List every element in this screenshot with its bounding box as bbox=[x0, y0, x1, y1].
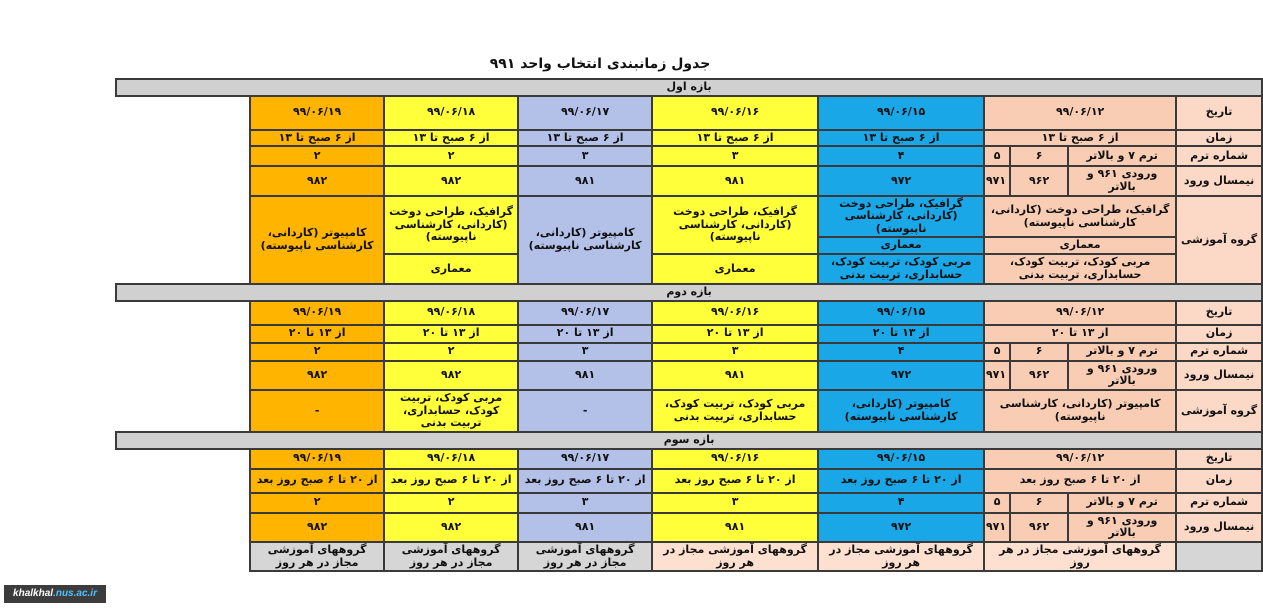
term-cell: ۵ bbox=[984, 343, 1010, 361]
group-cell: گروههای آموزشی مجاز در هر روز bbox=[518, 542, 652, 571]
group-cell: کامپیوتر (کاردانی، کارشناسی ناپیوسته) bbox=[984, 390, 1176, 432]
term-cell: ۲ bbox=[384, 343, 518, 361]
row-label-entry: نیمسال ورود bbox=[1176, 361, 1262, 390]
entry-cell: ورودی ۹۶۱ و بالاتر bbox=[1068, 166, 1176, 195]
group-cell: گرافیک، طراحی دوخت (کاردانی، کارشناسی ناپیوسته) bbox=[984, 196, 1176, 238]
date-cell: ۹۹/۰۶/۱۷ bbox=[518, 301, 652, 325]
entry-cell: ۹۶۲ bbox=[1010, 361, 1068, 390]
term-cell: ۶ bbox=[1010, 493, 1068, 513]
entry-cell: ۹۸۲ bbox=[384, 361, 518, 390]
entry-cell: ۹۸۱ bbox=[652, 361, 818, 390]
group-cell: معماری bbox=[384, 254, 518, 284]
entry-cell: ۹۸۲ bbox=[250, 166, 384, 195]
group-cell: - bbox=[250, 390, 384, 432]
group-cell: گروههای آموزشی مجاز در هر روز bbox=[818, 542, 984, 571]
group-cell: کامپیوتر (کاردانی، کارشناسی ناپیوسته) bbox=[250, 196, 384, 285]
schedule-table bbox=[115, 78, 1263, 572]
group-cell: گرافیک، طراحی دوخت (کاردانی، کارشناسی ناپیوسته) bbox=[652, 196, 818, 255]
time-cell: از ۶ صبح تا ۱۳ bbox=[984, 130, 1176, 147]
entry-cell: ۹۶۲ bbox=[1010, 513, 1068, 542]
term-cell: ترم ۷ و بالاتر bbox=[1068, 343, 1176, 361]
group-cell: معماری bbox=[984, 237, 1176, 254]
entry-cell: ۹۸۱ bbox=[518, 361, 652, 390]
time-cell: از ۶ صبح تا ۱۳ bbox=[384, 130, 518, 147]
term-cell: ۳ bbox=[652, 343, 818, 361]
time-cell: از ۱۳ تا ۲۰ bbox=[518, 325, 652, 343]
period-3-header: بازه سوم bbox=[116, 432, 1262, 449]
date-cell: ۹۹/۰۶/۱۸ bbox=[384, 449, 518, 469]
group-cell: گروههای آموزشی مجاز در هر روز bbox=[984, 542, 1176, 571]
site-watermark bbox=[4, 585, 106, 603]
date-cell: ۹۹/۰۶/۱۹ bbox=[250, 449, 384, 469]
time-cell: از ۱۳ تا ۲۰ bbox=[250, 325, 384, 343]
row-label-group: گروه آموزشی bbox=[1176, 390, 1262, 432]
term-cell: ۳ bbox=[652, 146, 818, 166]
date-cell: ۹۹/۰۶/۱۹ bbox=[250, 301, 384, 325]
term-cell: ۲ bbox=[384, 146, 518, 166]
date-cell: ۹۹/۰۶/۱۵ bbox=[818, 96, 984, 130]
entry-cell: ۹۸۱ bbox=[518, 513, 652, 542]
group-cell: معماری bbox=[818, 237, 984, 254]
group-cell: گروههای آموزشی مجاز در هر روز bbox=[250, 542, 384, 571]
term-cell: ۴ bbox=[818, 343, 984, 361]
term-cell: ۵ bbox=[984, 146, 1010, 166]
group-cell: کامپیوتر (کاردانی، کارشناسی ناپیوسته) bbox=[518, 196, 652, 285]
entry-cell: ۹۷۱ bbox=[984, 513, 1010, 542]
date-cell: ۹۹/۰۶/۱۶ bbox=[652, 96, 818, 130]
entry-cell: ورودی ۹۶۱ و بالاتر bbox=[1068, 361, 1176, 390]
row-label-date: تاریخ bbox=[1176, 96, 1262, 130]
date-cell: ۹۹/۰۶/۱۶ bbox=[652, 301, 818, 325]
group-cell: گروههای آموزشی مجاز در هر روز bbox=[652, 542, 818, 571]
time-cell: از ۲۰ تا ۶ صبح روز بعد bbox=[652, 469, 818, 493]
term-cell: ۲ bbox=[384, 493, 518, 513]
term-cell: ۲ bbox=[250, 146, 384, 166]
entry-cell: ورودی ۹۶۱ و بالاتر bbox=[1068, 513, 1176, 542]
term-cell: ۳ bbox=[518, 493, 652, 513]
term-cell: ۵ bbox=[984, 493, 1010, 513]
group-cell: مربی کودک، تربیت کودک، حسابداری، تربیت بدنی bbox=[818, 254, 984, 284]
term-cell: ترم ۷ و بالاتر bbox=[1068, 493, 1176, 513]
group-cell: معماری bbox=[652, 254, 818, 284]
time-cell: از ۶ صبح تا ۱۳ bbox=[250, 130, 384, 147]
time-cell: از ۶ صبح تا ۱۳ bbox=[518, 130, 652, 147]
date-cell: ۹۹/۰۶/۱۶ bbox=[652, 449, 818, 469]
time-cell: از ۱۳ تا ۲۰ bbox=[652, 325, 818, 343]
group-cell: گروههای آموزشی مجاز در هر روز bbox=[384, 542, 518, 571]
entry-cell: ۹۷۱ bbox=[984, 361, 1010, 390]
group-cell: مربی کودک، تربیت کودک، حسابداری، تربیت بدنی bbox=[652, 390, 818, 432]
entry-cell: ۹۸۱ bbox=[518, 166, 652, 195]
row-label-date: تاریخ bbox=[1176, 301, 1262, 325]
time-cell: از ۲۰ تا ۶ صبح روز بعد bbox=[518, 469, 652, 493]
date-cell: ۹۹/۰۶/۱۸ bbox=[384, 96, 518, 130]
term-cell: ۴ bbox=[818, 146, 984, 166]
date-cell: ۹۹/۰۶/۱۷ bbox=[518, 96, 652, 130]
entry-cell: ۹۸۲ bbox=[384, 166, 518, 195]
date-cell: ۹۹/۰۶/۱۸ bbox=[384, 301, 518, 325]
period-2-header: بازه دوم bbox=[116, 284, 1262, 301]
date-cell: ۹۹/۰۶/۱۵ bbox=[818, 449, 984, 469]
group-cell: گرافیک، طراحی دوخت (کاردانی، کارشناسی ناپیوسته) bbox=[818, 196, 984, 238]
term-cell: ۶ bbox=[1010, 146, 1068, 166]
row-label-group: گروه آموزشی bbox=[1176, 196, 1262, 285]
time-cell: از ۱۳ تا ۲۰ bbox=[818, 325, 984, 343]
term-cell: ۳ bbox=[518, 146, 652, 166]
entry-cell: ۹۷۲ bbox=[818, 166, 984, 195]
row-label-date: تاریخ bbox=[1176, 449, 1262, 469]
entry-cell: ۹۸۲ bbox=[250, 513, 384, 542]
entry-cell: ۹۸۲ bbox=[384, 513, 518, 542]
term-cell: ۶ bbox=[1010, 343, 1068, 361]
date-cell: ۹۹/۰۶/۱۵ bbox=[818, 301, 984, 325]
period-1-header: بازه اول bbox=[116, 79, 1262, 96]
row-label-time: زمان bbox=[1176, 130, 1262, 147]
group-cell: - bbox=[518, 390, 652, 432]
term-cell: ترم ۷ و بالاتر bbox=[1068, 146, 1176, 166]
page-title: جدول زمانبندی انتخاب واحد ۹۹۱ bbox=[489, 56, 711, 72]
date-cell: ۹۹/۰۶/۱۲ bbox=[984, 96, 1176, 130]
term-cell: ۴ bbox=[818, 493, 984, 513]
entry-cell: ۹۷۲ bbox=[818, 361, 984, 390]
group-cell: کامپیوتر (کاردانی، کارشناسی ناپیوسته) bbox=[818, 390, 984, 432]
row-label-time: زمان bbox=[1176, 469, 1262, 493]
time-cell: از ۲۰ تا ۶ صبح روز بعد bbox=[818, 469, 984, 493]
date-cell: ۹۹/۰۶/۱۹ bbox=[250, 96, 384, 130]
term-cell: ۳ bbox=[518, 343, 652, 361]
row-label-term: شماره ترم bbox=[1176, 343, 1262, 361]
time-cell: از ۲۰ تا ۶ صبح روز بعد bbox=[384, 469, 518, 493]
row-label-time: زمان bbox=[1176, 325, 1262, 343]
term-cell: ۲ bbox=[250, 343, 384, 361]
row-label-empty bbox=[1176, 542, 1262, 571]
entry-cell: ۹۸۲ bbox=[250, 361, 384, 390]
time-cell: از ۶ صبح تا ۱۳ bbox=[818, 130, 984, 147]
time-cell: از ۱۳ تا ۲۰ bbox=[984, 325, 1176, 343]
entry-cell: ۹۶۲ bbox=[1010, 166, 1068, 195]
watermark-part1: khalkhal bbox=[13, 588, 54, 599]
date-cell: ۹۹/۰۶/۱۲ bbox=[984, 301, 1176, 325]
watermark-part2: .nus.ac.ir bbox=[53, 588, 97, 599]
row-label-term: شماره ترم bbox=[1176, 146, 1262, 166]
date-cell: ۹۹/۰۶/۱۷ bbox=[518, 449, 652, 469]
group-cell: گرافیک، طراحی دوخت (کاردانی، کارشناسی ناپیوسته) bbox=[384, 196, 518, 255]
row-label-entry: نیمسال ورود bbox=[1176, 513, 1262, 542]
entry-cell: ۹۷۱ bbox=[984, 166, 1010, 195]
entry-cell: ۹۸۱ bbox=[652, 166, 818, 195]
entry-cell: ۹۸۱ bbox=[652, 513, 818, 542]
time-cell: از ۲۰ تا ۶ صبح روز بعد bbox=[984, 469, 1176, 493]
time-cell: از ۱۳ تا ۲۰ bbox=[384, 325, 518, 343]
group-cell: مربی کودک، تربیت کودک، حسابداری، تربیت بدنی bbox=[384, 390, 518, 432]
term-cell: ۲ bbox=[250, 493, 384, 513]
term-cell: ۳ bbox=[652, 493, 818, 513]
entry-cell: ۹۷۲ bbox=[818, 513, 984, 542]
time-cell: از ۶ صبح تا ۱۳ bbox=[652, 130, 818, 147]
time-cell: از ۲۰ تا ۶ صبح روز بعد bbox=[250, 469, 384, 493]
group-cell: مربی کودک، تربیت کودک، حسابداری، تربیت بدنی bbox=[984, 254, 1176, 284]
date-cell: ۹۹/۰۶/۱۲ bbox=[984, 449, 1176, 469]
row-label-entry: نیمسال ورود bbox=[1176, 166, 1262, 195]
row-label-term: شماره ترم bbox=[1176, 493, 1262, 513]
